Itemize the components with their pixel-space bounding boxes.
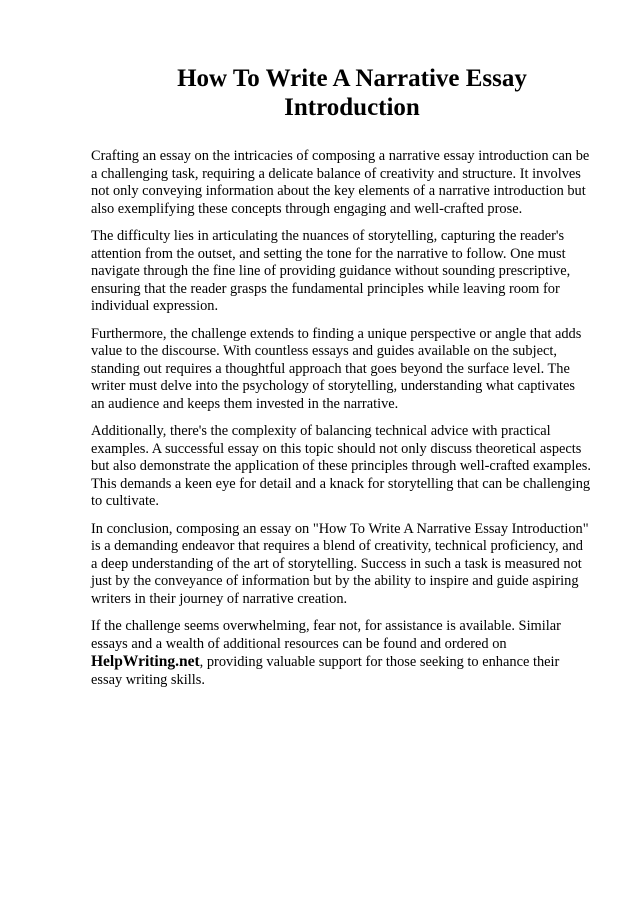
title-line-2: Introduction bbox=[284, 94, 420, 121]
helpwriting-brand: HelpWriting.net bbox=[91, 653, 200, 670]
page-title bbox=[91, 64, 591, 122]
closing-text-after: , providing valuable support for those seeking to enhance their essay writing skills. bbox=[91, 654, 560, 688]
paragraph-1: Crafting an essay on the intricacies of composing a narrative essay introduction can be a challenging task, requiring a delicate balance of creativity and structure. It involves not only conveying information about the key elements of a narrative introduction but also exemplifying these concepts through engaging and well-crafted prose. bbox=[91, 148, 590, 217]
paragraph-4: Additionally, there's the complexity of balancing technical advice with practical examples. A successful essay on this topic should not only discuss theoretical aspects but also demonstrate the application of these principles through well-crafted examples. This demands a keen eye for detail and a knack for storytelling that can be challenging to cultivate. bbox=[91, 423, 591, 509]
paragraph-3: Furthermore, the challenge extends to finding a unique perspective or angle that adds value to the discourse. With countless essays and guides available on the subject, standing out requires a thoughtful approach that goes beyond the surface level. The writer must delve into the psychology of storytelling, understanding what captivates an audience and keeps them invested in the narrative. bbox=[91, 325, 582, 412]
closing-text-before: If the challenge seems overwhelming, fear not, for assistance is available. Similar essays and a wealth of additional resources can be found and ordered on bbox=[91, 618, 561, 652]
title-line-1: How To Write A Narrative Essay bbox=[177, 65, 527, 92]
paragraph-2: The difficulty lies in articulating the nuances of storytelling, capturing the reader's attention from the outset, and setting the tone for the narrative to follow. One must navigate through the fine line of providing guidance without sounding prescriptive, ensuring that the reader grasps the fundamental principles while leaving room for individual expression. bbox=[91, 228, 571, 314]
closing-paragraph bbox=[91, 618, 591, 689]
paragraph-5: In conclusion, composing an essay on "How To Write A Narrative Essay Introduction" is a demanding endeavor that requires a blend of creativity, technical proficiency, and a deep understanding of the art of storytelling. Success in such a task is measured not just by the conveyance of information but by the ability to inspire and guide aspiring writers in their journey of narrative creation. bbox=[91, 520, 589, 607]
